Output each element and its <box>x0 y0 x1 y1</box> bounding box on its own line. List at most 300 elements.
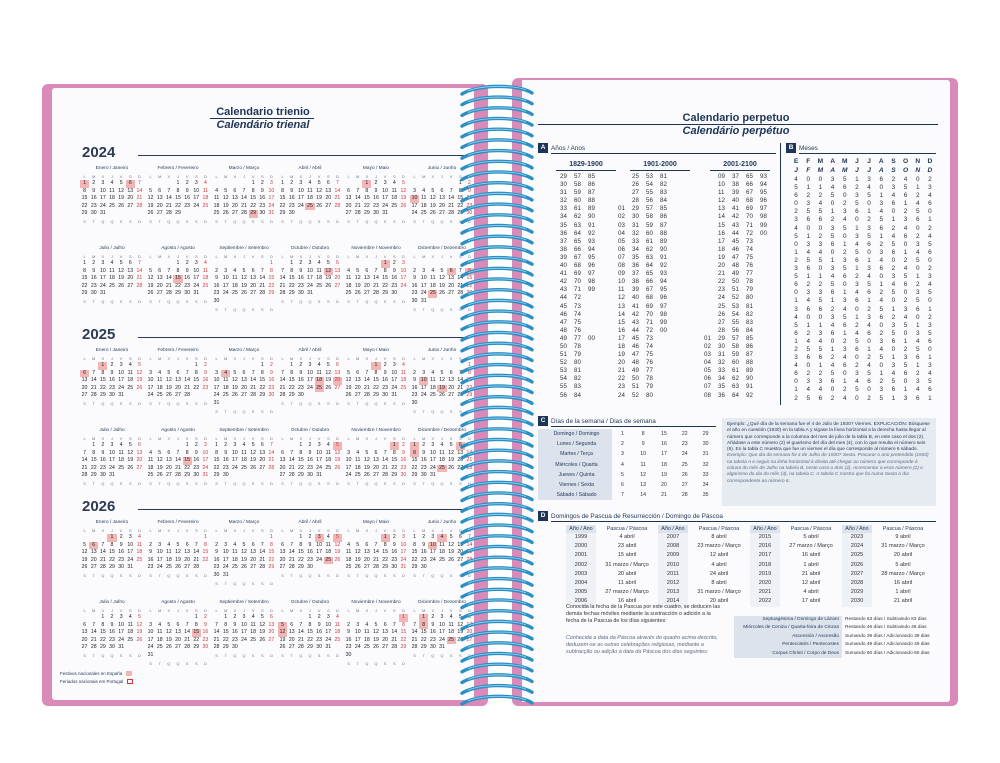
day-cell: 30 <box>222 472 229 479</box>
month-name: Agosto / Agosto <box>161 246 195 251</box>
day-cell: 28 <box>466 556 473 563</box>
weekday-header: L M X J V S D <box>281 528 339 533</box>
day-cell: 13 <box>156 275 163 282</box>
day-cell: 30 <box>109 392 115 399</box>
day-cell: 2 <box>203 614 207 620</box>
day-cell: 22 <box>268 282 275 289</box>
day-cell: 10 <box>354 629 361 636</box>
feast-row <box>734 624 936 632</box>
day-cell: 10 <box>213 377 220 384</box>
day-cell: 14 <box>259 275 266 282</box>
day-cell: 17 <box>391 377 398 384</box>
day-cell: 16 <box>90 275 97 282</box>
spiral-ring <box>462 332 532 340</box>
month-row: 6 2 3 6 1 4 6 2 5 0 3 5 <box>794 329 932 337</box>
day-cell: 9 <box>92 187 96 194</box>
day-cell: 9 <box>110 369 114 376</box>
day-cell: 11 <box>430 377 436 384</box>
weekday-row: Martes / Terça 3 10 17 24 31 <box>538 449 716 459</box>
weekday-row: Lunes / Segunda 2 9 16 23 30 <box>538 439 716 449</box>
day-cell: 15 <box>213 457 220 464</box>
easter-row: 2006 16 abril 2014 20 abril 2022 17 abril 2030 21 abril <box>566 597 936 606</box>
day-cell: 12 <box>334 541 341 548</box>
spiral-ring <box>462 386 532 394</box>
day-cell: 11 <box>250 621 256 628</box>
spiral-ring <box>462 643 532 651</box>
weekday-header: L M X J V S D <box>347 174 405 179</box>
left-page <box>52 88 474 700</box>
day-cell: 16 <box>345 636 352 643</box>
month-name: Febrero / Fevereiro <box>157 520 199 525</box>
feast-offset: Sumando 60 días / Adicionando 60 dias <box>845 650 930 656</box>
day-cell: 13 <box>81 629 88 636</box>
day-cell: 6 <box>281 449 285 456</box>
day-cell: 1 <box>399 614 408 622</box>
day-cell: 9 <box>233 621 237 628</box>
day-cell: 2 <box>290 180 294 186</box>
year-rule <box>138 337 464 338</box>
day-cell: 23 <box>411 392 418 399</box>
day-cell: 14 <box>466 541 473 548</box>
day-cell: 12 <box>363 457 370 464</box>
day-cell: 7 <box>101 541 105 548</box>
weekday-row: Jueves / Quinta 5 12 19 26 33 <box>538 470 716 480</box>
day-cell: 4 <box>326 442 330 448</box>
day-cell: 23 <box>213 290 220 297</box>
easter-row: 2004 11 abril 2012 8 abril 2020 12 abril 2028 16 abril <box>566 579 936 588</box>
day-cell: 24 <box>345 472 352 479</box>
day-cell: 24 <box>307 282 313 289</box>
month-row: 6 2 2 5 0 3 5 1 4 6 2 4 <box>794 281 932 289</box>
section-d-header <box>538 511 936 522</box>
day-cell: 4 <box>215 187 219 194</box>
day-cell: 2 <box>374 180 378 186</box>
day-cell: 1 <box>215 442 219 448</box>
day-cell: 27 <box>466 636 473 643</box>
year-row <box>82 498 464 514</box>
day-cell: 23 <box>420 556 427 563</box>
day-cell: 15 <box>193 629 200 636</box>
day-cell: 13 <box>334 369 341 376</box>
day-cell: 24 <box>99 202 106 209</box>
day-cell: 18 <box>400 377 407 384</box>
weekday-header: L M X J V S D <box>83 528 141 533</box>
spiral-ring <box>462 664 532 672</box>
day-cell: 4 <box>158 621 162 628</box>
day-cell: 15 <box>411 457 418 464</box>
day-cell: 24 <box>429 556 436 563</box>
easter-row: 2002 31 marzo / Março 2010 4 abril 2018 1 abril 2026 5 abril <box>566 561 936 570</box>
weekday-footer: S T Q Q S S D <box>281 572 339 578</box>
section-badge: A <box>538 143 548 153</box>
day-cell: 22 <box>411 556 418 563</box>
day-cell: 13 <box>156 195 163 202</box>
day-cell: 27 <box>268 636 275 643</box>
easter-table <box>566 533 936 607</box>
weekday-header: L M X J V S D <box>83 436 141 441</box>
day-cell: 10 <box>193 187 200 194</box>
day-cell: 27 <box>184 564 191 571</box>
month-name: Octubre / Outubro <box>290 246 330 251</box>
day-cell: 9 <box>92 267 96 274</box>
month-letter: E <box>793 158 799 165</box>
day-cell: 24 <box>202 464 209 471</box>
day-cell: 11 <box>400 369 407 376</box>
year-row: 35 63 91 <box>560 221 595 229</box>
day-cell: 27 <box>373 472 379 479</box>
day-cell: 27 <box>127 202 134 209</box>
day-cell: 25 <box>429 392 436 399</box>
year-row: 21 49 77 <box>618 367 653 375</box>
day-cell: 7 <box>413 621 417 628</box>
day-cell: 4 <box>431 369 435 376</box>
day-cell: 6 <box>251 267 255 274</box>
day-cell: 9 <box>290 187 294 194</box>
day-grid <box>344 614 408 660</box>
day-cell: 19 <box>175 556 181 563</box>
divider <box>780 143 781 405</box>
day-cell: 22 <box>268 556 275 563</box>
day-cell: 22 <box>202 556 209 563</box>
day-cell: 31 <box>316 472 323 479</box>
day-cell: 29 <box>184 472 191 479</box>
month-row: 5 1 1 4 6 2 4 0 3 5 1 3 <box>794 184 932 192</box>
day-cell: 24 <box>118 384 125 391</box>
weekday-footer: S T Q Q S S D <box>347 400 405 406</box>
day-cell: 7 <box>92 621 96 628</box>
day-cell: 30 <box>90 210 97 217</box>
day-cell: 5 <box>83 541 87 548</box>
day-cell: 15 <box>382 275 389 282</box>
day-cell: 6 <box>83 621 87 628</box>
day-cell: 6 <box>80 370 89 378</box>
easter-row: 2001 15 abril 2009 12 abril 2017 16 abril 2025 20 abril <box>566 551 936 560</box>
day-cell: 1 <box>101 614 105 620</box>
day-cell: 13 <box>250 275 257 282</box>
day-cell: 24 <box>231 464 238 471</box>
day-cell: 31 <box>439 644 445 651</box>
day-cell: 3 <box>315 534 324 542</box>
year-row: 18 46 74 <box>718 245 753 253</box>
day-cell: 9 <box>413 377 417 384</box>
day-cell: 9 <box>185 267 189 274</box>
day-cell: 18 <box>316 377 323 384</box>
feast-name: Septuagésima / Domingo de Lázaro <box>734 616 842 624</box>
day-cell: 12 <box>175 549 181 556</box>
day-grid <box>212 180 276 218</box>
day-cell: 19 <box>147 202 154 209</box>
month-letter: D <box>927 158 933 165</box>
day-cell: 20 <box>457 457 464 464</box>
century-header-3: 2001-2100 <box>723 161 757 168</box>
weekday-name: Jueves / Quinta <box>538 470 612 480</box>
spiral-ring <box>462 632 532 640</box>
month-calendar <box>278 426 342 500</box>
feast-row <box>734 616 936 624</box>
year-row: 41 69 97 <box>560 270 595 278</box>
day-cell: 23 <box>268 384 275 391</box>
day-cell: 28 <box>279 392 286 399</box>
day-cell: 27 <box>231 210 238 217</box>
day-cell: 4 <box>356 449 360 456</box>
day-cell: 26 <box>448 556 455 563</box>
weekday-footer: S T Q Q S S D <box>83 218 141 224</box>
day-cell: 13 <box>81 377 88 384</box>
month-row: 3 6 6 2 4 0 2 5 1 3 6 1 <box>794 305 932 313</box>
day-cell: 15 <box>250 195 257 202</box>
day-cell: 19 <box>165 384 172 391</box>
day-cell: 3 <box>128 534 132 540</box>
day-cell: 23 <box>429 636 436 643</box>
day-cell: 3 <box>101 180 105 186</box>
day-cell: 28 <box>184 392 191 399</box>
day-cell: 19 <box>241 556 247 563</box>
day-cell: 20 <box>334 377 341 384</box>
day-cell: 9 <box>299 369 303 376</box>
day-cell: 16 <box>288 195 295 202</box>
day-cell: 24 <box>193 282 200 289</box>
day-cell: 17 <box>400 275 407 282</box>
day-cell: 1 <box>194 614 198 620</box>
day-cell: 23 <box>184 202 191 209</box>
spiral-ring <box>462 429 532 437</box>
day-cell: 20 <box>288 636 295 643</box>
day-cell: 11 <box>307 187 313 194</box>
day-cell: 7 <box>281 267 285 274</box>
day-cell: 2 <box>215 541 219 548</box>
weekday-footer: S T Q Q S S D <box>149 660 207 666</box>
day-cell: 11 <box>448 621 454 628</box>
day-cell: 14 <box>466 449 473 456</box>
year-row: 31 59 87 <box>560 189 595 197</box>
day-cell: 3 <box>431 442 435 448</box>
day-cell: 26 <box>241 564 247 571</box>
day-cell: 22 <box>250 202 257 209</box>
day-cell: 31 <box>325 644 332 651</box>
easter-col-header: Año / Ano <box>750 525 780 533</box>
day-grid <box>344 260 408 298</box>
month-row: 1 4 4 0 2 5 0 3 6 1 4 6 <box>794 248 932 256</box>
day-cell: 30 <box>382 392 389 399</box>
day-cell: 10 <box>400 541 407 548</box>
day-cell: 2 <box>101 442 105 448</box>
day-cell: 24 <box>109 464 115 471</box>
day-cell: 8 <box>299 541 303 548</box>
year-rule <box>138 509 464 510</box>
day-cell: 4 <box>347 541 351 548</box>
day-cell: 19 <box>334 549 341 556</box>
feast-offset: Restando 63 días / Subtraindo 63 dias <box>845 617 927 622</box>
day-cell: 9 <box>401 449 405 456</box>
day-cell: 16 <box>297 275 304 282</box>
month-letter: A <box>830 167 835 174</box>
day-cell: 25 <box>231 290 238 297</box>
month-calendar <box>278 164 342 238</box>
day-cell: 11 <box>241 449 247 456</box>
year-row: 30 58 86 <box>560 181 595 189</box>
weekday-footer: S T Q Q S S D <box>413 306 471 312</box>
day-cell: 13 <box>457 541 464 548</box>
day-cell: 28 <box>184 644 191 651</box>
day-cell: 21 <box>354 202 361 209</box>
day-cell: 27 <box>363 290 370 297</box>
day-cell: 13 <box>373 457 379 464</box>
day-cell: 17 <box>109 457 115 464</box>
day-cell: 18 <box>307 195 313 202</box>
legend-es-swatch <box>126 671 132 676</box>
day-cell: 22 <box>90 464 97 471</box>
day-cell: 30 <box>231 644 238 651</box>
day-cell: 18 <box>439 549 445 556</box>
month-name: Enero / Janeiro <box>95 348 129 353</box>
day-cell: 20 <box>156 282 163 289</box>
day-cell: 31 <box>429 472 436 479</box>
day-cell: 17 <box>156 556 163 563</box>
day-cell: 27 <box>250 290 257 297</box>
weekday-header: L M X J V S D <box>83 608 141 613</box>
day-cell: 23 <box>184 282 191 289</box>
day-cell: 9 <box>308 541 312 548</box>
example-pt: Exemplo: Que dia da semana foi 4 de Julho de 1930? Sexta. Procurar o ano pretendido (1930) na tabela A e seguir na linha horizontal à direita até chegar ao número que corresponde à coluna do mês de Julho na tabela B, neste caso o dois (2). Acrescentar a esse número (2) o algarismo do dia do mês (4), na tabela C. A tabela C mostra que foi numa Sexta o dia correspondente ao número 6. <box>727 453 929 484</box>
spiral-ring <box>462 322 532 330</box>
day-cell: 29 <box>193 644 200 651</box>
month-calendar <box>212 598 276 672</box>
feast-name: Pentecostés / Pentecostes <box>734 641 842 649</box>
day-cell: 3 <box>299 180 303 186</box>
day-cell: 20 <box>259 457 266 464</box>
day-cell: 29 <box>391 472 398 479</box>
day-cell: 17 <box>193 275 200 282</box>
day-cell: 15 <box>457 195 464 202</box>
day-cell: 29 <box>288 392 295 399</box>
day-cell: 3 <box>308 362 312 368</box>
easter-note: Conocida la fecha de la Pascua por este cuadro, se deducen las demás fechas móviles mediante la sustracción o adición a la fecha de la Pascua de los días siguientes: <box>566 604 721 625</box>
spiral-ring <box>462 482 532 490</box>
year-row: 04 32 60 88 <box>704 359 753 367</box>
day-cell: 1 <box>251 180 255 186</box>
day-cell: 3 <box>308 260 312 266</box>
day-cell: 26 <box>439 392 445 399</box>
year-row: 51 79 <box>560 351 581 359</box>
day-cell: 8 <box>203 541 207 548</box>
weekday-footer: S T Q Q S S D <box>281 652 339 658</box>
day-cell: 29 <box>466 290 473 297</box>
day-cell: 16 <box>307 457 313 464</box>
day-cell: 2 <box>431 614 435 620</box>
day-cell: 29 <box>297 564 304 571</box>
day-cell: 6 <box>365 267 369 274</box>
weekday-header: L M X J V S D <box>215 436 273 441</box>
day-cell: 28 <box>165 210 172 217</box>
day-cell: 22 <box>109 556 115 563</box>
spiral-ring <box>462 611 532 619</box>
day-cell: 6 <box>456 442 465 450</box>
spiral-ring <box>462 375 532 383</box>
day-cell: 28 <box>411 644 418 651</box>
weekday-header: L M X J V S D <box>215 254 273 259</box>
day-cell: 25 <box>307 202 313 209</box>
day-cell: 4 <box>167 541 171 548</box>
day-cell: 4 <box>119 442 123 448</box>
movable-feasts-table <box>734 616 936 658</box>
day-cell: 6 <box>365 541 369 548</box>
day-cell: 19 <box>118 195 125 202</box>
year-row: 19 47 75 <box>618 351 653 359</box>
day-cell: 11 <box>316 267 322 274</box>
year-row: 37 65 93 <box>560 237 595 245</box>
day-cell: 2 <box>119 534 123 540</box>
month-row: 1 4 4 0 2 5 0 3 6 1 4 6 <box>794 386 932 394</box>
day-cell: 6 <box>126 180 135 188</box>
day-cell: 21 <box>268 457 275 464</box>
page-title: Calendario trienio <box>216 106 310 118</box>
day-cell: 17 <box>420 282 427 289</box>
day-cell: 22 <box>420 636 427 643</box>
section-badge: B <box>786 143 796 153</box>
day-cell: 9 <box>392 541 396 548</box>
day-cell: 23 <box>297 384 304 391</box>
day-cell: 20 <box>175 384 181 391</box>
day-cell: 1 <box>107 534 116 542</box>
day-cell: 20 <box>184 556 191 563</box>
day-cell: 27 <box>457 556 464 563</box>
feast-offset: Restando 46 días / Subtraindo 46 dias <box>845 625 927 631</box>
day-grid <box>212 442 276 480</box>
day-cell: 28 <box>268 464 275 471</box>
day-cell: 29 <box>268 290 275 297</box>
day-cell: 23 <box>307 556 313 563</box>
months-header <box>790 157 936 175</box>
day-cell: 19 <box>373 636 379 643</box>
day-cell: 14 <box>354 195 361 202</box>
month-row: 2 5 5 1 3 6 1 4 0 2 5 0 <box>794 345 932 353</box>
day-cell: 11 <box>325 449 331 456</box>
weekday-footer: S T Q Q S S D <box>149 480 207 486</box>
day-grid <box>212 260 276 306</box>
year-row: 18 46 74 <box>618 342 653 350</box>
month-row: 1 4 4 0 2 5 0 3 6 1 4 6 <box>794 337 932 345</box>
day-cell: 14 <box>250 377 257 384</box>
day-cell: 22 <box>184 464 191 471</box>
day-cell: 15 <box>297 549 304 556</box>
day-cell: 27 <box>448 392 455 399</box>
day-cell: 19 <box>136 629 143 636</box>
day-cell: 23 <box>222 464 229 471</box>
month-name: Marzo / Março <box>228 520 260 525</box>
day-cell: 9 <box>149 549 153 556</box>
day-cell: 17 <box>439 629 445 636</box>
day-cell: 23 <box>316 636 323 643</box>
day-cell: 10 <box>307 369 313 376</box>
month-letter: S <box>891 167 896 174</box>
weekday-footer: S T Q Q S S D <box>347 480 405 486</box>
day-cell: 27 <box>259 464 266 471</box>
day-cell: 2 <box>185 180 189 186</box>
day-cell: 15 <box>193 377 200 384</box>
day-cell: 4 <box>251 614 255 620</box>
weekday-header: L M X J V S D <box>215 528 273 533</box>
day-cell: 18 <box>109 275 115 282</box>
day-cell: 23 <box>288 202 295 209</box>
spiral-ring <box>462 236 532 244</box>
day-cell: 5 <box>158 449 162 456</box>
day-grid <box>80 180 144 218</box>
month-row: 2 5 5 1 3 6 1 4 0 2 5 0 <box>794 208 932 216</box>
day-cell: 8 <box>383 541 387 548</box>
day-cell: 1 <box>381 260 390 268</box>
year-row: 52 80 <box>560 359 581 367</box>
day-cell: 7 <box>251 369 255 376</box>
